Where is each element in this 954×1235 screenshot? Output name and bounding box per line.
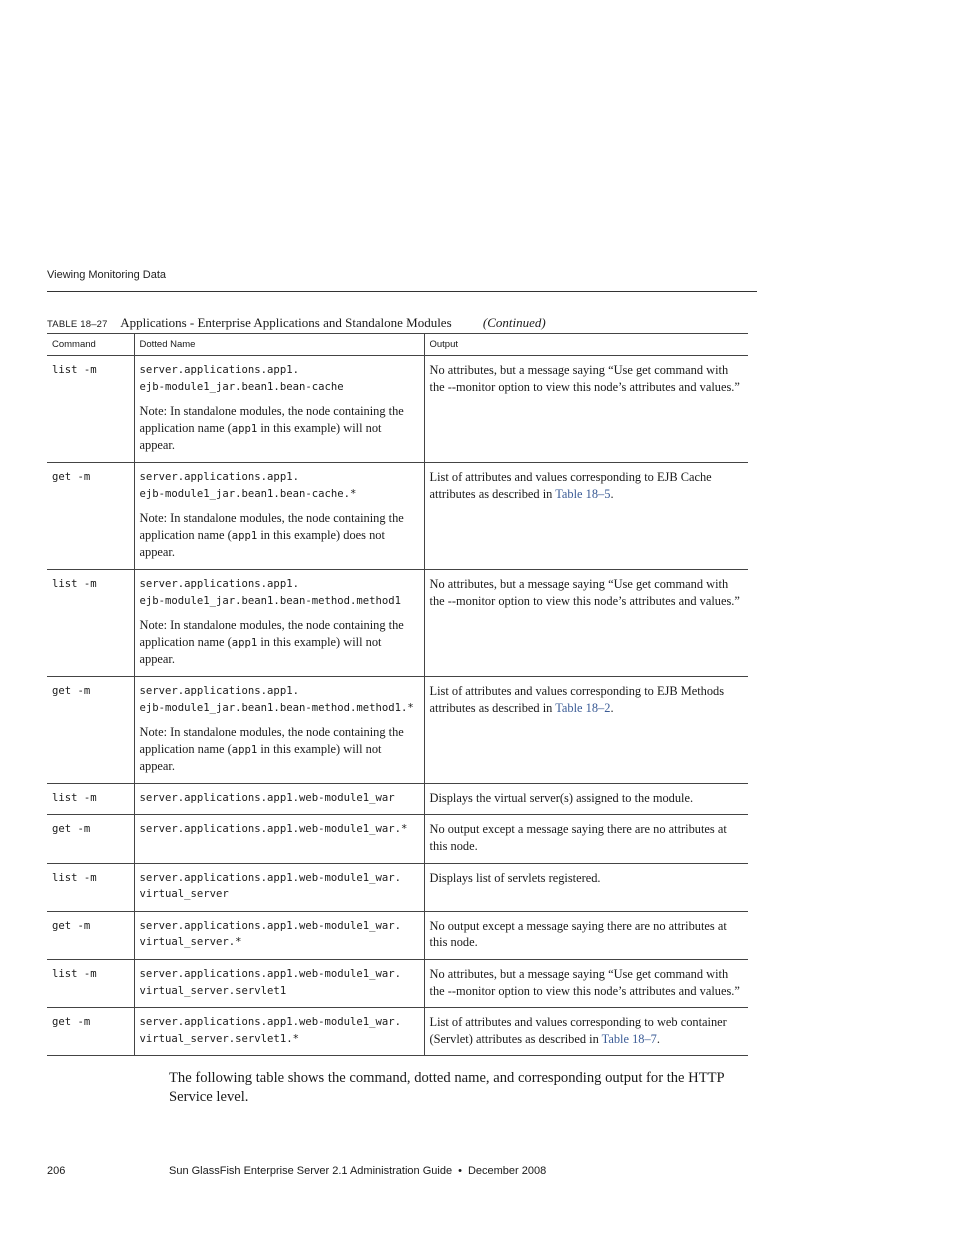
command-cell: list -m [52,791,97,804]
header-rule [47,291,757,292]
dotted-name-cell: server.applications.app1.web-module1_war. virtual_server [139,871,401,901]
dotted-name-cell: server.applications.app1.web-module1_war [139,791,395,804]
command-cell: get -m [52,470,91,483]
standalone-note: Note: In standalone modules, the node containing the application name (app1 in this example) does not appear. [139,511,404,560]
table-caption [47,315,546,331]
dotted-name-cell: server.applications.app1. ejb-module1_jar.bean1.bean-method.method1.* [139,684,414,714]
table-row [47,863,748,911]
command-cell: get -m [52,919,91,932]
standalone-note: Note: In standalone modules, the node containing the application name (app1 in this example) will not appear. [139,618,404,667]
output-cell: No output except a message saying there are no attributes at this node. [424,815,748,863]
dotted-name-cell: server.applications.app1.web-module1_war. virtual_server.* [139,919,401,949]
table-row [47,356,748,463]
table-18-2-link[interactable]: Table 18–2 [555,700,611,715]
table-row [47,462,748,569]
table-18-5-link[interactable]: Table 18–5 [555,486,611,501]
table-title: Applications - Enterprise Applications and Standalone Modules [120,315,452,330]
dotted-name-cell: server.applications.app1. ejb-module1_jar.bean1.bean-cache.* [139,470,357,500]
standalone-note: Note: In standalone modules, the node containing the application name (app1 in this example) will not appear. [139,725,404,774]
table-row [47,911,748,959]
table-row [47,676,748,783]
command-cell: list -m [52,577,97,590]
table-number: TABLE 18–27 [47,319,108,330]
standalone-note: Note: In standalone modules, the node containing the application name (app1 in this example) will not appear. [139,404,404,453]
output-cell: List of attributes and values corresponding to web container (Servlet) attributes as described in Table 18–7. [424,1008,748,1056]
body-paragraph: The following table shows the command, dotted name, and corresponding output for the HTTP Service level. [169,1069,725,1105]
table-row [47,783,748,815]
command-cell: get -m [52,684,91,697]
command-cell: get -m [52,823,91,836]
output-cell: Displays the virtual server(s) assigned to the module. [424,783,748,815]
footer-bullet: • [458,1165,462,1177]
command-cell: list -m [52,364,97,376]
monitoring-table [47,333,748,1056]
table-row [47,1008,748,1056]
column-header-output: Output [424,334,748,356]
dotted-name-cell: server.applications.app1. ejb-module1_jar.bean1.bean-cache [139,364,344,393]
running-header: Viewing Monitoring Data [47,269,167,281]
column-header-dotted-name: Dotted Name [134,334,424,356]
output-cell: Displays list of servlets registered. [424,863,748,911]
dotted-name-cell: server.applications.app1. ejb-module1_jar.bean1.bean-method.method1 [139,577,401,607]
table-row [47,960,748,1008]
output-cell: No attributes, but a message saying “Use get command with the --monitor option to view this node’s attributes and values.” [424,569,748,676]
dotted-name-cell: server.applications.app1.web-module1_war. virtual_server.servlet1.* [139,1016,401,1045]
column-header-command: Command [47,334,134,356]
output-cell: List of attributes and values corresponding to EJB Cache attributes as described in Table 18–5. [424,462,748,569]
table-header-row [47,334,748,356]
command-cell: list -m [52,968,97,981]
output-cell: List of attributes and values corresponding to EJB Methods attributes as described in Table 18–2. [424,676,748,783]
output-cell: No output except a message saying there are no attributes at this node. [424,911,748,959]
command-cell: get -m [52,1016,91,1029]
footer-date: December 2008 [467,1165,547,1177]
table-row [47,815,748,863]
command-cell: list -m [52,871,97,884]
output-cell: No attributes, but a message saying “Use get command with the --monitor option to view this node’s attributes and values.” [424,960,748,1008]
footer-doc-title: Sun GlassFish Enterprise Server 2.1 Administration Guide [169,1165,453,1177]
footer-title [169,1165,546,1177]
output-cell: No attributes, but a message saying “Use get command with the --monitor option to view this node’s attributes and values.” [424,356,748,463]
dotted-name-cell: server.applications.app1.web-module1_war.* [139,823,408,836]
table-row [47,569,748,676]
dotted-name-cell: server.applications.app1.web-module1_war. virtual_server.servlet1 [139,968,401,997]
page-number: 206 [47,1165,66,1177]
table-18-7-link[interactable]: Table 18–7 [601,1031,657,1046]
table-continued: (Continued) [482,315,546,330]
